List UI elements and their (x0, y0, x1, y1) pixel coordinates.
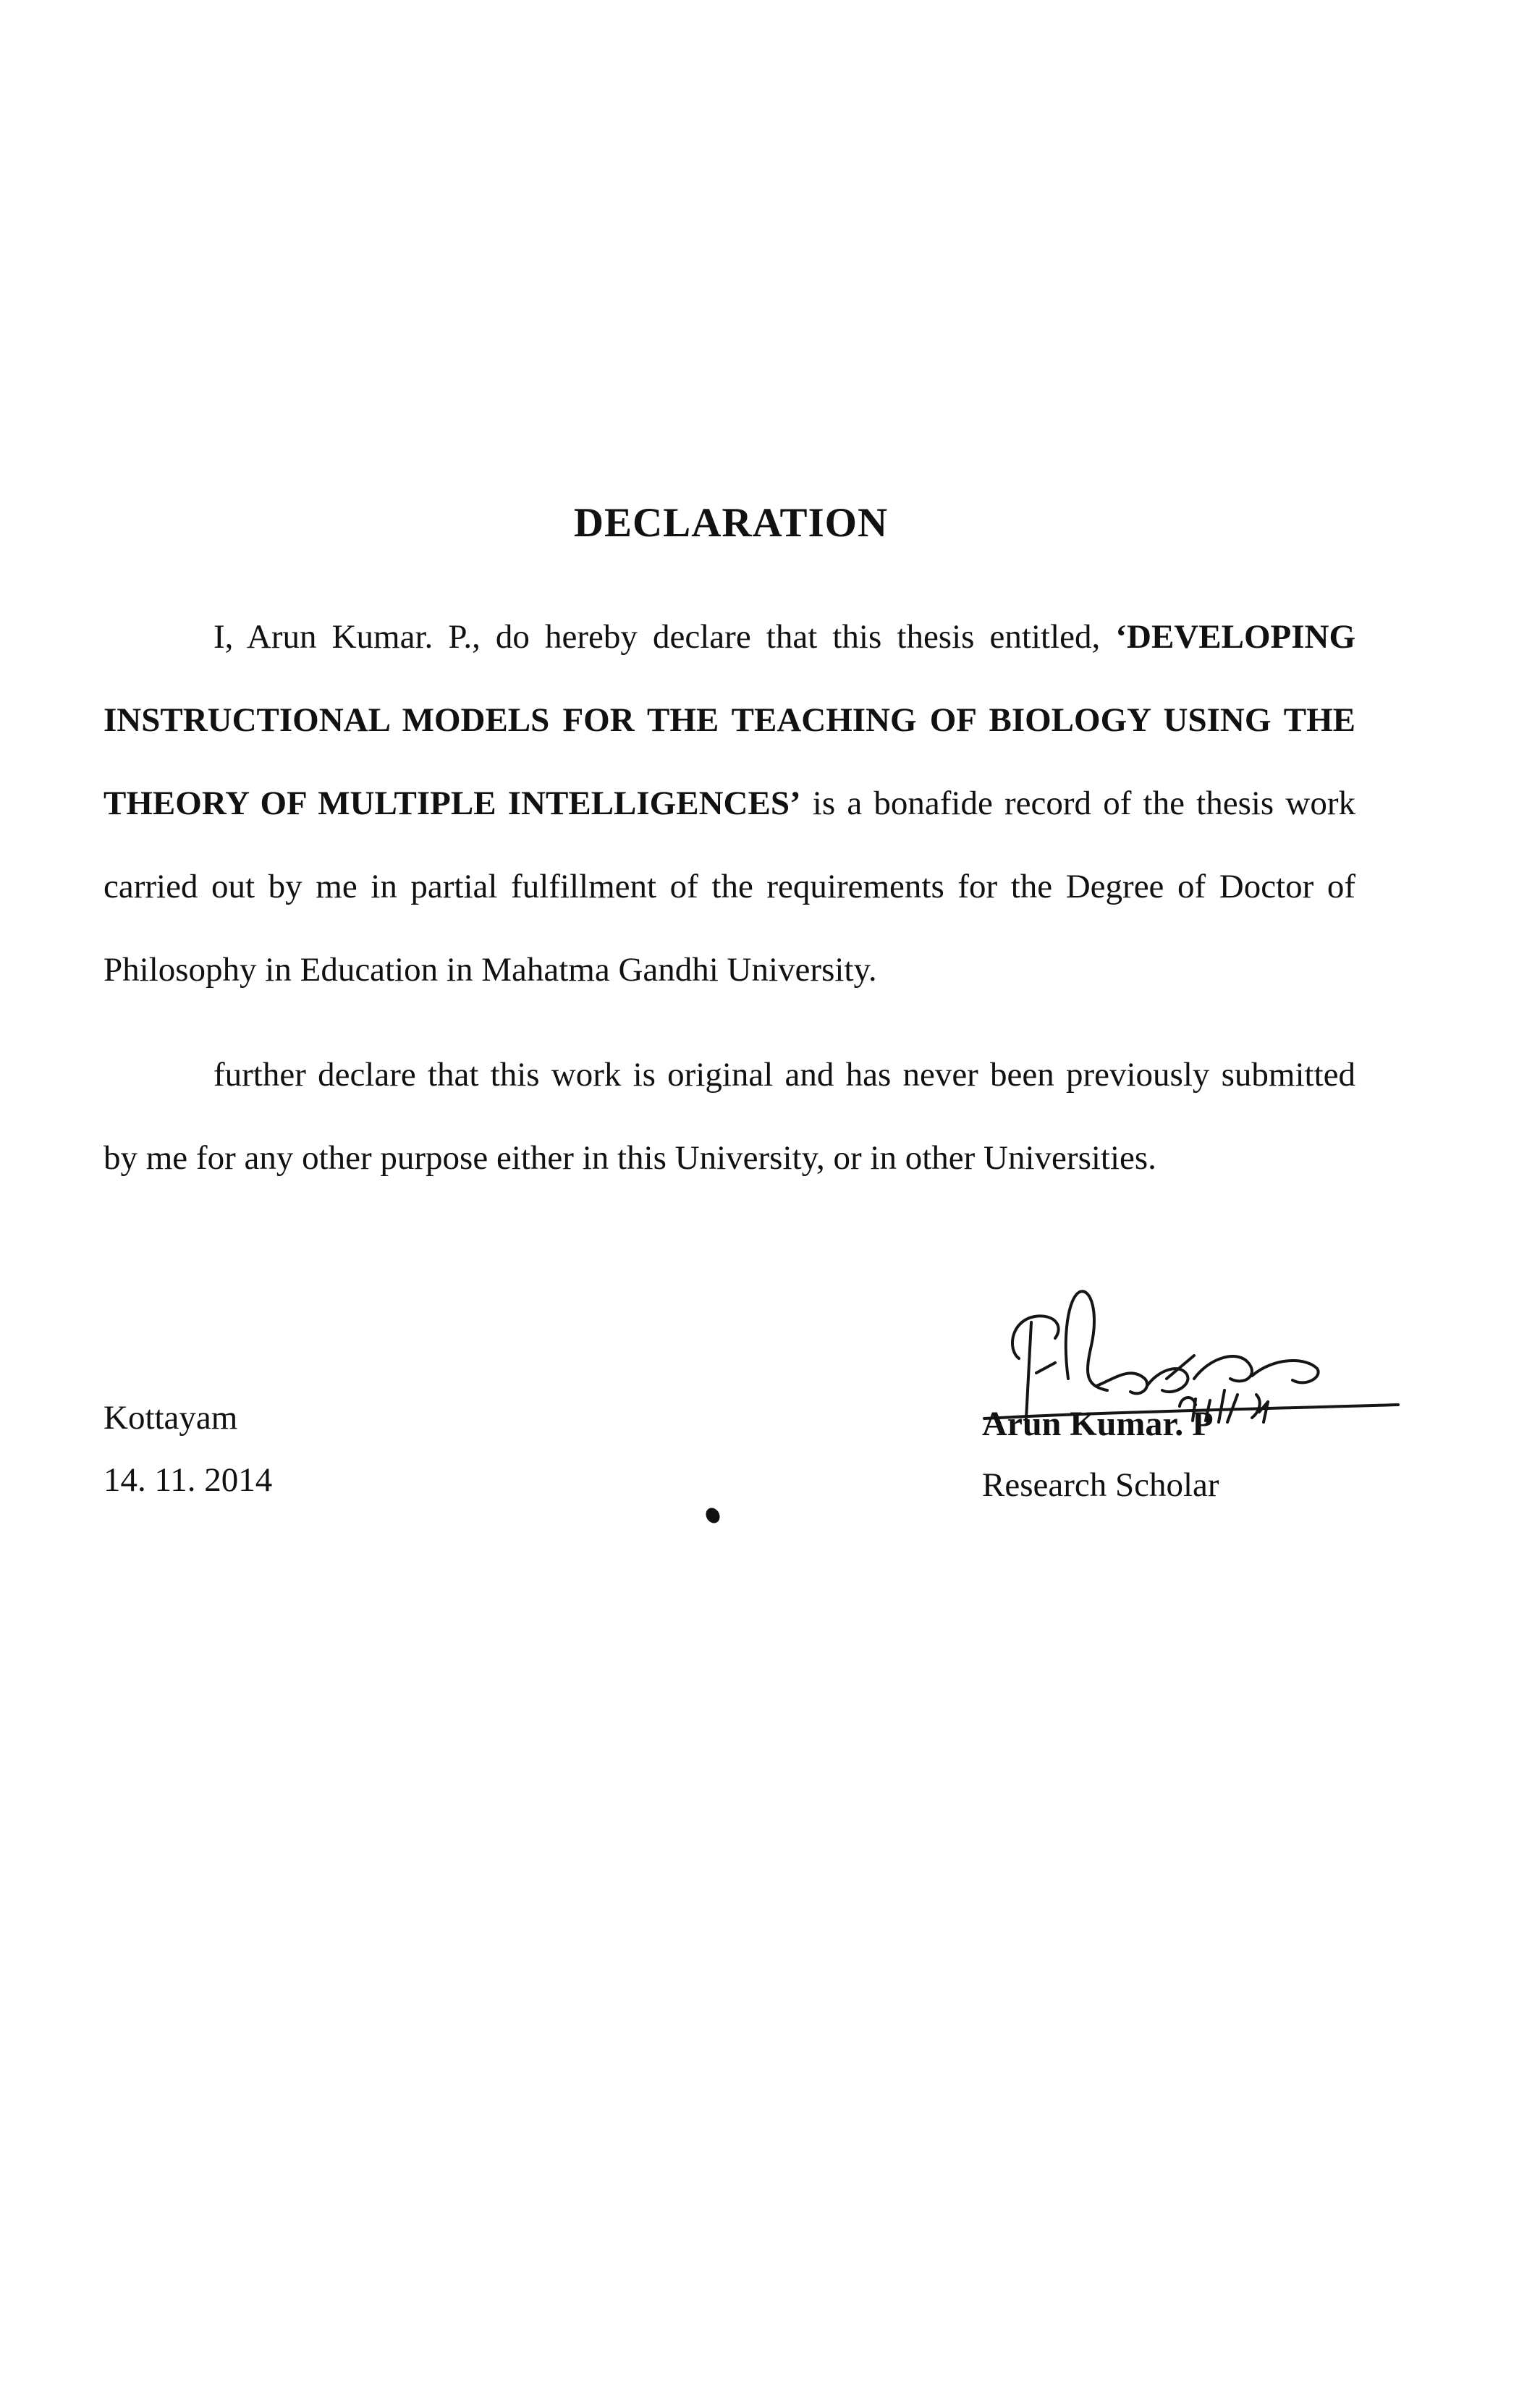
declaration-rest: is a bonafide record of the thesis work carried out by me in partial fulfillment of the requirements for the Degree of Doctor of Philosophy in Education in Mahatma Gandhi University. (103, 785, 1356, 989)
signatory-role: Research Scholar (982, 1466, 1219, 1504)
declaration-paragraph-2 (103, 1033, 1355, 1200)
page-title: DECLARATION (573, 500, 889, 546)
place: Kottayam (103, 1399, 238, 1437)
thesis-title: ‘DEVELOPING INSTRUCTIONAL MODELS FOR THE TEACHING OF BIOLOGY USING THE THEORY OF MULTIPLE INTELLIGENCES’ (103, 618, 1355, 822)
declaration-originality: further declare that this work is original and has never been previously submitted by me for any other purpose either in this University, or in other Universities. (103, 1056, 1355, 1177)
date: 14. 11. 2014 (103, 1461, 273, 1499)
declaration-intro: I, Arun Kumar. P., do hereby declare that this thesis entitled, (213, 618, 1116, 656)
ink-dot (703, 1505, 723, 1526)
declaration-paragraph-1 (103, 596, 1355, 1012)
signatory-name: Arun Kumar. P (982, 1405, 1214, 1443)
